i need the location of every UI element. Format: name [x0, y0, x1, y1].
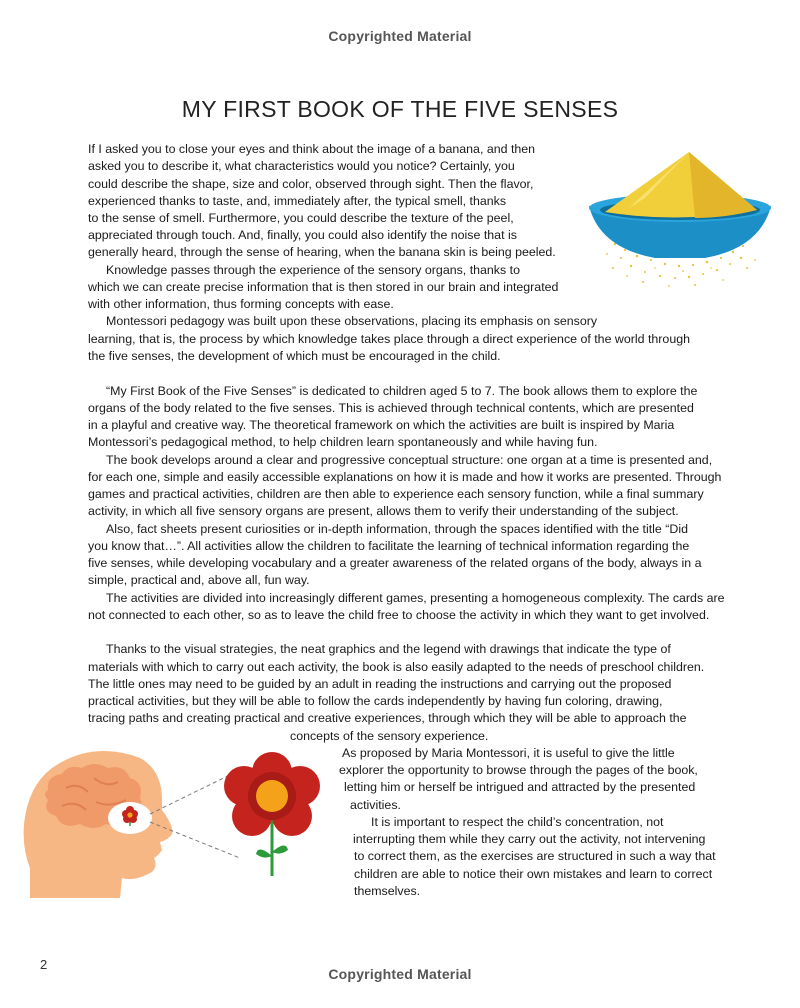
text-line: generally heard, through the sense of hearing, when the banana skin is being peeled. [88, 245, 556, 259]
text-line: not connected to each other, so as to leave the child free to choose the activity in which they want to get involved. [88, 608, 710, 622]
flower-center [256, 780, 288, 812]
text-line: could describe the shape, size and color, observed through sight. Then the flavor, [88, 177, 534, 191]
flower-illustration [218, 748, 328, 878]
text-line: which we can create precise information that is then stored in our brain and integrated [88, 280, 559, 294]
text-line: The little ones may need to be guided by an adult in reading the instructions and carrying out the proposed [88, 677, 672, 691]
text-line: explorer the opportunity to browse through the pages of the book, [339, 763, 698, 777]
text-line: tracing paths and creating practical and creative experiences, through which they will be able to approach the [88, 711, 687, 725]
text-line: with other information, thus forming concepts with ease. [88, 297, 394, 311]
watermark-top: Copyrighted Material [328, 28, 472, 44]
text-line: As proposed by Maria Montessori, it is useful to give the little [342, 746, 675, 760]
text-line: the five senses, the development of which must be encouraged in the child. [88, 349, 501, 363]
text-line: letting him or herself be intrigued and attracted by the presented [344, 780, 696, 794]
text-line: activities. [350, 798, 401, 812]
text-line: activity, in which all five sensory organs are present, allows them to verify their understanding of the subject. [88, 504, 679, 518]
powder-shadow [689, 152, 757, 218]
text-line: Montessori’s pedagogical method, to help children learn spontaneously and while having fun. [88, 435, 598, 449]
text-line: games and practical activities, children are then able to experience each sensory function, while a final summary [88, 487, 704, 501]
text-line: Also, fact sheets present curiosities or in-depth information, through the spaces identified with the title “Did [106, 522, 688, 536]
text-line: The book develops around a clear and progressive conceptual structure: one organ at a time is presented and, [106, 453, 713, 467]
text-line: to the sense of smell. Furthermore, you could describe the texture of the peel, [88, 211, 514, 225]
text-line: simple, practical and, above all, fun way. [88, 573, 310, 587]
flower-leaf-left [256, 849, 272, 857]
text-line: experienced thanks to taste, and, immediately after, the typical smell, thanks [88, 194, 507, 208]
text-line: learning, that is, the process by which knowledge takes place through a direct experience of the world through [88, 332, 690, 346]
text-line: materials with which to carry out each activity, the book is also easily adapted to the needs of preschool children. [88, 660, 705, 674]
text-line: concepts of the sensory experience. [290, 729, 489, 743]
text-line: If I asked you to close your eyes and think about the image of a banana, and then [88, 142, 536, 156]
text-line: The activities are divided into increasingly different games, presenting a homogeneous complexity. The cards are [106, 591, 725, 605]
text-line: Knowledge passes through the experience of the sensory organs, thanks to [106, 263, 520, 277]
text-line: practical activities, but they will be able to follow the cards independently by having fun coloring, drawing, [88, 694, 663, 708]
page-number: 2 [40, 957, 48, 972]
text-line: Montessori pedagogy was built upon these observations, placing its emphasis on sensory [106, 314, 598, 328]
text-line: themselves. [354, 884, 421, 898]
text-line: for each one, simple and easily accessible explanations on how it is made and how it works are presented. Through [88, 470, 722, 484]
text-line: “My First Book of the Five Senses” is dedicated to children aged 5 to 7. The book allows them to explore the [106, 384, 698, 398]
text-line: you know that…”. All activities allow the children to facilitate the learning of technical information regarding the [88, 539, 690, 553]
page-title: MY FIRST BOOK OF THE FIVE SENSES [181, 96, 619, 122]
text-line: Thanks to the visual strategies, the neat graphics and the legend with drawings that indicate the type of [106, 642, 671, 656]
bowl-illustration [585, 148, 775, 298]
text-line: interrupting them while they carry out the activity, not intervening [353, 832, 706, 846]
text-line: appreciated through touch. And, finally, you could also identify the noise that is [88, 228, 517, 242]
head-illustration [22, 748, 197, 908]
text-line: to correct them, as the exercises are structured in such a way that [354, 849, 716, 863]
watermark-bottom: Copyrighted Material [328, 966, 472, 982]
text-line: in a playful and creative way. The theoretical framework on which the activities are built is inspired by Maria [88, 418, 675, 432]
text-line: organs of the body related to the five senses. This is achieved through technical contents, which are presented [88, 401, 694, 415]
text-line: It is important to respect the child’s concentration, not [371, 815, 664, 829]
flower-leaf-right [272, 845, 288, 853]
text-line: children are able to notice their own mistakes and learn to correct [354, 867, 713, 881]
text-line: five senses, while developing vocabulary and a greater awareness of the related organs of the body, always in a [88, 556, 702, 570]
text-line: asked you to describe it, what characteristics would you notice? Certainly, you [88, 159, 515, 173]
